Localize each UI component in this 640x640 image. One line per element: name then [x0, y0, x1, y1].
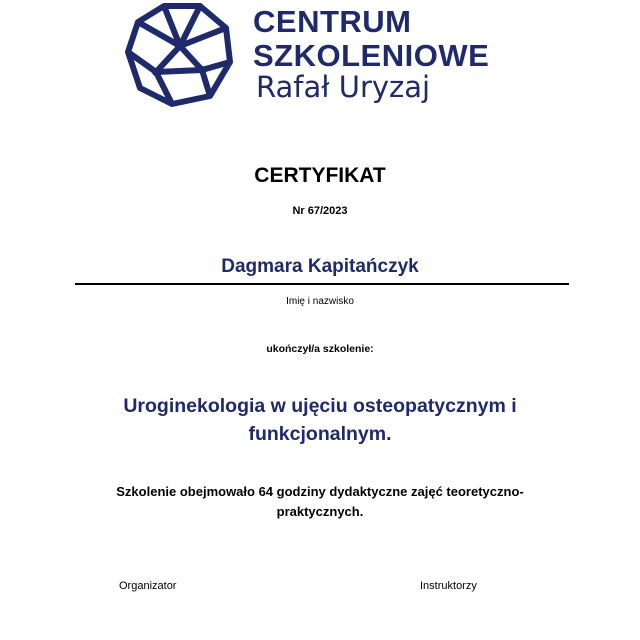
logo-text-line3: Rafał Uryzaj	[256, 70, 431, 104]
logo-text-line1: CENTRUM	[253, 4, 412, 39]
training-hours-text: Szkolenie obejmowało 64 godziny dydaktyczne zajęć teoretyczno-praktycznych.	[116, 484, 524, 519]
name-caption: Imię i nazwisko	[286, 296, 354, 307]
recipient-name: Dagmara Kapitańczyk	[221, 256, 419, 277]
course-title: Uroginekologia w ujęciu osteopatycznym i funkcjonalnym.	[123, 395, 517, 445]
geometric-octagon-logo-icon	[122, 0, 240, 110]
logo-text-line2: SZKOLENIOWE	[253, 38, 490, 73]
certificate-number: Nr 67/2023	[292, 205, 348, 217]
organizer-signature-label: Organizator	[119, 580, 177, 592]
name-underline-divider	[75, 283, 569, 285]
completed-training-text: ukończył/a szkolenie:	[266, 343, 374, 355]
organization-logo	[122, 0, 522, 110]
instructors-signature-label: Instruktorzy	[420, 580, 477, 592]
certificate-title: CERTYFIKAT	[254, 164, 386, 187]
